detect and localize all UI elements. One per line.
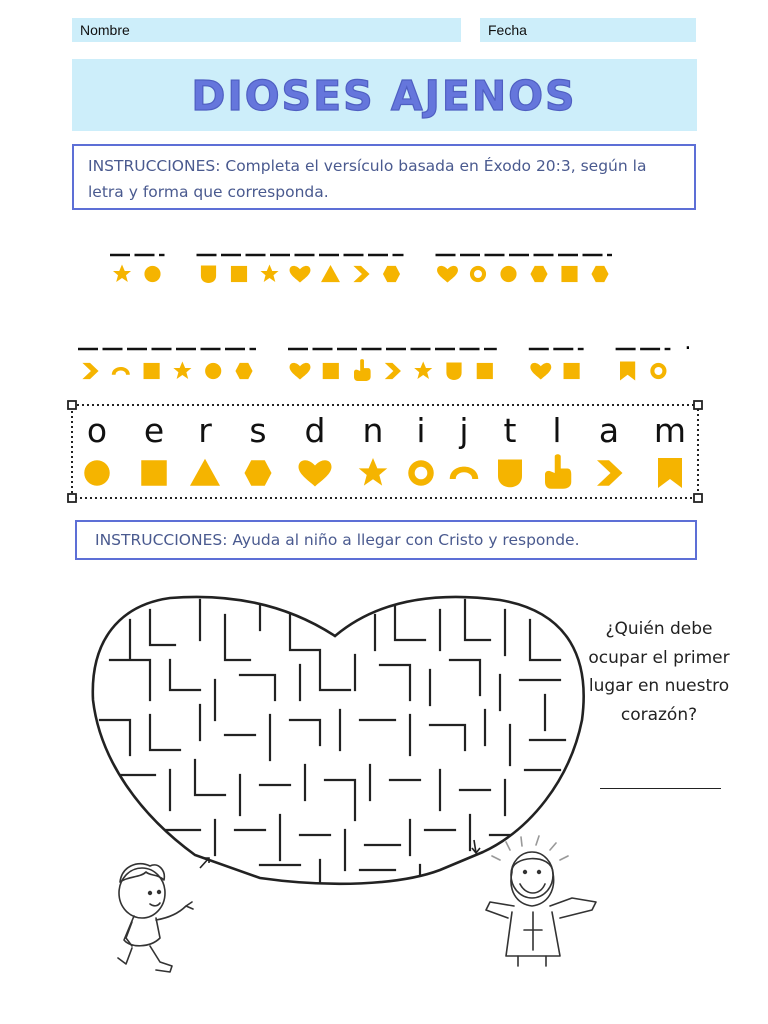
- key-letter: s: [249, 411, 267, 450]
- key-letter: l: [552, 411, 562, 450]
- maze-question: ¿Quién debe ocupar el primer lugar en nuestro corazón?: [588, 619, 730, 725]
- key-letter: r: [198, 411, 212, 450]
- instructions-text-1: INSTRUCCIONES: Completa el versículo basada en Éxodo 20:3, según la letra y forma que corresponda.: [88, 157, 647, 201]
- instructions-text-2: INSTRUCCIONES: Ayuda al niño a llegar con Cristo y responde.: [95, 531, 580, 549]
- key-letter: o: [86, 411, 108, 450]
- key-letter: j: [459, 411, 469, 450]
- date-label: Fecha: [488, 22, 527, 38]
- page-title: DIOSES AJENOS: [191, 72, 577, 120]
- key-letter: i: [416, 411, 426, 450]
- key-letter: d: [304, 411, 326, 450]
- jesus-illustration: [486, 836, 596, 966]
- name-label: Nombre: [80, 22, 130, 38]
- key-letter: t: [503, 411, 517, 450]
- boy-illustration: [118, 864, 193, 972]
- key-letter: n: [362, 411, 384, 450]
- maze-exit-arrow: [472, 840, 480, 853]
- key-letter: a: [598, 411, 620, 450]
- key-letter: m: [653, 411, 687, 450]
- answer-line[interactable]: [600, 788, 721, 789]
- key-letter: e: [143, 411, 165, 450]
- verse-end-punctuation: .: [684, 330, 692, 355]
